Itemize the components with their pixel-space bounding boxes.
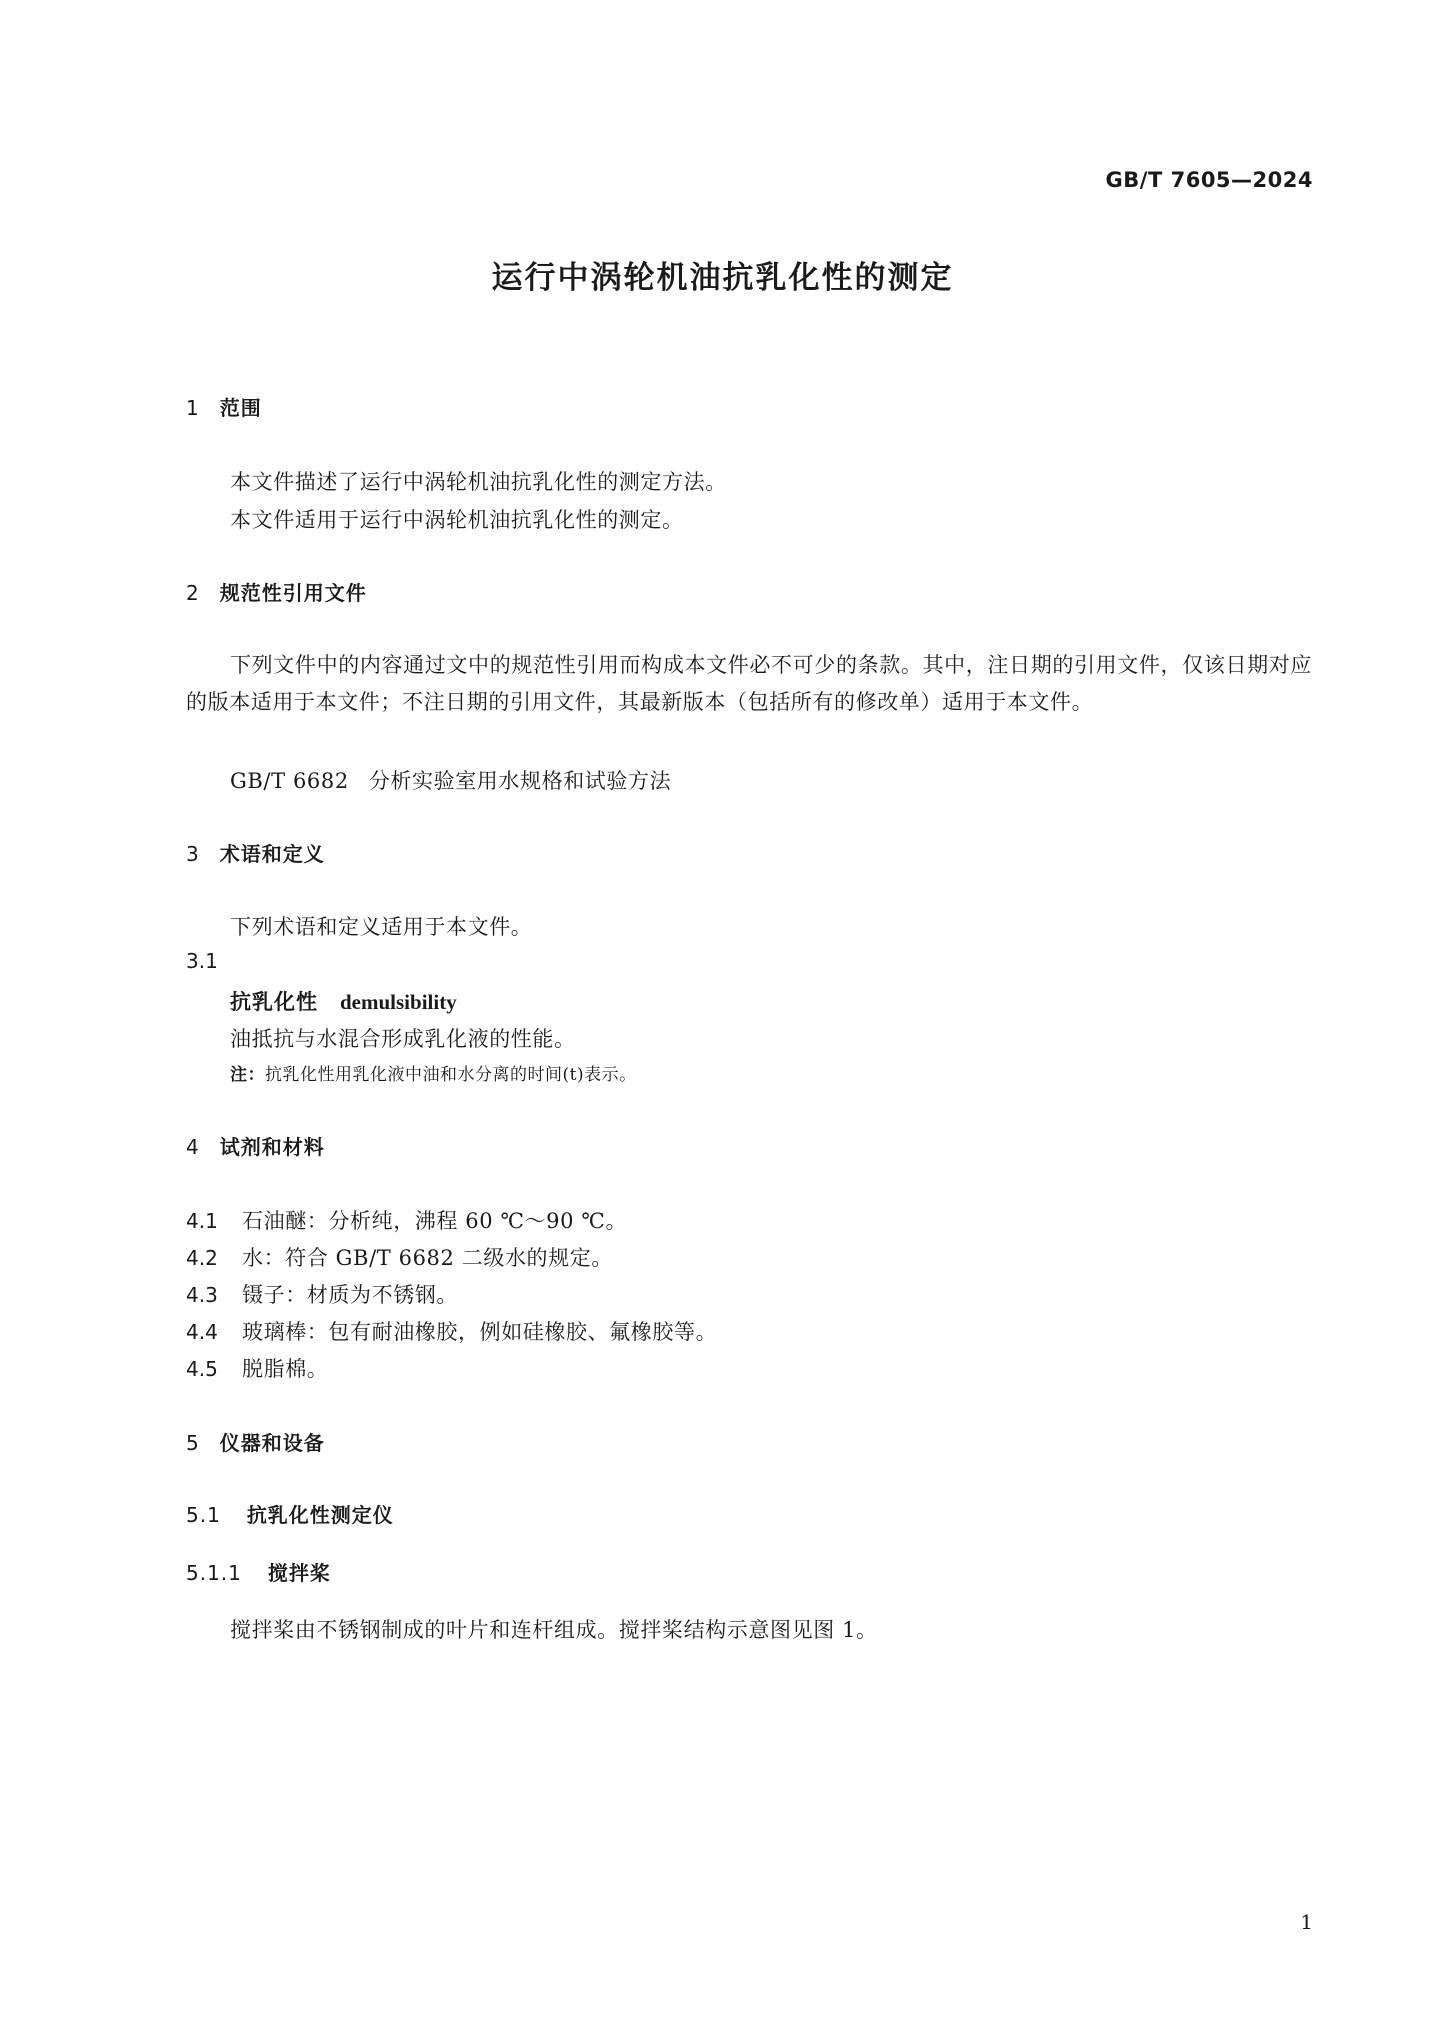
subsection-heading-demulsibility-tester xyxy=(186,1499,394,1528)
list-item xyxy=(186,1316,717,1346)
term-note xyxy=(230,1060,637,1085)
list-item xyxy=(186,1353,328,1383)
section-title: 术语和定义 xyxy=(219,842,325,866)
section-number: 4 xyxy=(186,1135,200,1159)
section-title: 范围 xyxy=(219,396,262,420)
section-title: 搅拌桨 xyxy=(267,1561,331,1585)
item-text: 脱脂棉。 xyxy=(242,1357,329,1381)
item-number: 4.4 xyxy=(186,1320,218,1344)
section-number: 5 xyxy=(186,1431,200,1455)
reference-entry xyxy=(230,765,671,795)
note-text: 抗乳化性用乳化液中油和水分离的时间(t)表示。 xyxy=(265,1065,637,1085)
item-text: 镊子：材质为不锈钢。 xyxy=(242,1283,458,1307)
item-number: 4.2 xyxy=(186,1246,218,1270)
term-chinese: 抗乳化性 xyxy=(230,990,318,1014)
section-heading-terms-definitions xyxy=(186,838,325,867)
subsection-heading-stirring-paddle xyxy=(186,1557,331,1586)
item-number: 4.1 xyxy=(186,1209,218,1233)
item-text: 水：符合 GB/T 6682 二级水的规定。 xyxy=(242,1246,613,1270)
section-number: 5.1 xyxy=(186,1503,221,1527)
reference-title: 分析实验室用水规格和试验方法 xyxy=(368,769,672,793)
section-heading-normative-references xyxy=(186,577,367,606)
item-text: 石油醚：分析纯，沸程 60 ℃～90 ℃。 xyxy=(242,1209,628,1233)
list-item xyxy=(186,1279,458,1309)
item-number: 4.5 xyxy=(186,1357,218,1381)
section-number: 3 xyxy=(186,842,200,866)
paragraph: 本文件适用于运行中涡轮机油抗乳化性的测定。 xyxy=(230,508,684,532)
section-number: 1 xyxy=(186,396,200,420)
paragraph: 下列术语和定义适用于本文件。 xyxy=(230,915,533,939)
page-number: 1 xyxy=(1300,1910,1313,1934)
section-heading-scope xyxy=(186,392,262,421)
paragraph: 下列文件中的内容通过文中的规范性引用而构成本文件必不可少的条款。其中，注日期的引用文件，仅该日期对应的版本适用于本文件；不注日期的引用文件，其最新版本（包括所有的修改单）适用于本文件。 xyxy=(186,653,1312,714)
section-number: 2 xyxy=(186,581,200,605)
term-entry xyxy=(230,986,457,1016)
term-number: 3.1 xyxy=(186,949,218,973)
term-definition: 油抵抗与水混合形成乳化液的性能。 xyxy=(230,1027,576,1051)
list-item xyxy=(186,1242,613,1272)
standard-code: GB/T 7605—2024 xyxy=(1105,168,1313,192)
term-english: demulsibility xyxy=(340,990,457,1014)
paragraph: 本文件描述了运行中涡轮机油抗乳化性的测定方法。 xyxy=(230,470,727,494)
section-title: 仪器和设备 xyxy=(219,1431,325,1455)
item-number: 4.3 xyxy=(186,1283,218,1307)
list-item xyxy=(186,1205,627,1235)
document-title: 运行中涡轮机油抗乳化性的测定 xyxy=(491,260,954,296)
section-heading-apparatus xyxy=(186,1427,325,1456)
section-title: 试剂和材料 xyxy=(219,1135,325,1159)
note-label: 注： xyxy=(230,1065,265,1085)
reference-code: GB/T 6682 xyxy=(230,769,349,793)
section-heading-reagents-materials xyxy=(186,1131,325,1160)
section-title: 抗乳化性测定仪 xyxy=(246,1503,394,1527)
section-number: 5.1.1 xyxy=(186,1561,242,1585)
section-title: 规范性引用文件 xyxy=(219,581,367,605)
paragraph: 搅拌桨由不锈钢制成的叶片和连杆组成。搅拌桨结构示意图见图 1。 xyxy=(230,1618,878,1642)
item-text: 玻璃棒：包有耐油橡胶，例如硅橡胶、氟橡胶等。 xyxy=(242,1320,718,1344)
